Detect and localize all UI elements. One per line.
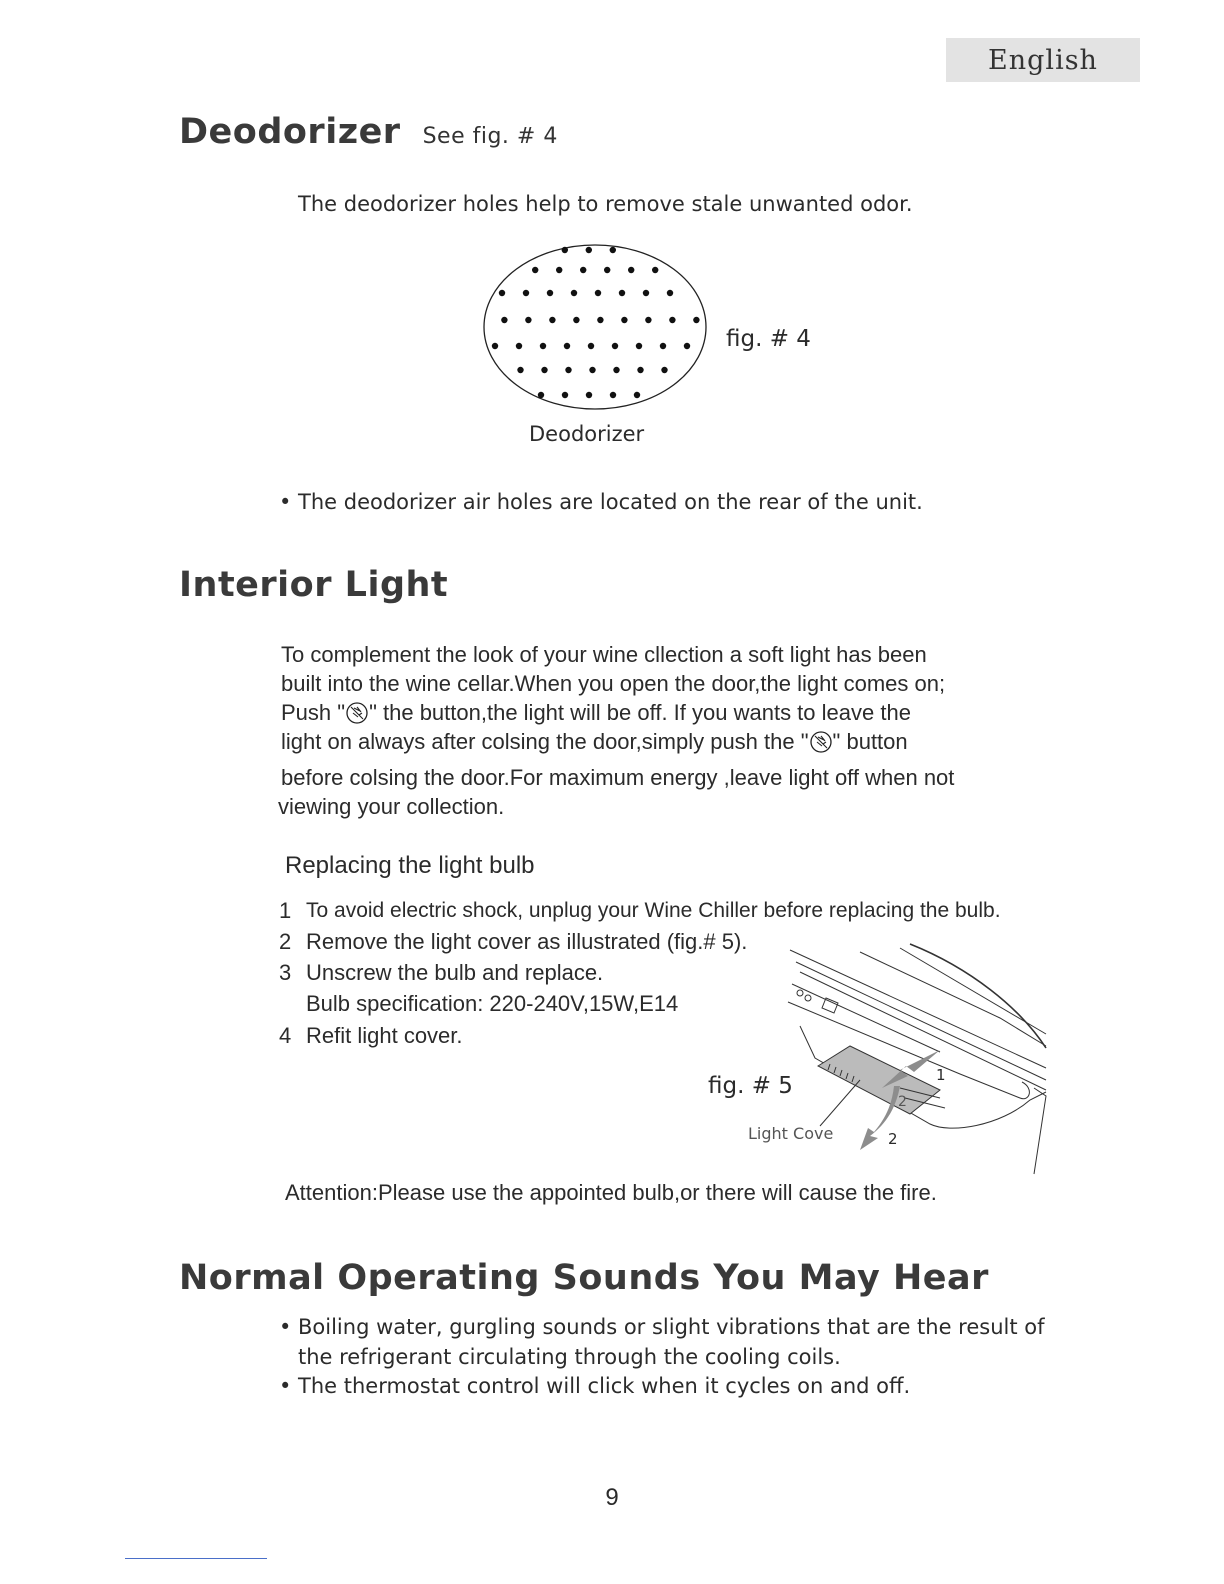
footer-rule [125,1558,267,1559]
fig-4-label: fig. # 4 [726,326,811,352]
deodorizer-hole [580,267,586,273]
deodorizer-hole [562,247,568,253]
step-number: 1 [279,898,292,923]
deodorizer-hole [571,290,577,296]
deodorizer-intro: The deodorizer holes help to remove stale unwanted odor. [298,192,913,216]
step-text: Remove the light cover as illustrated (fig.# 5). [306,929,748,954]
light-para-line6: viewing your collection. [278,794,505,819]
deodorizer-caption: Deodorizer [529,422,645,446]
deodorizer-hole [549,317,555,323]
deodorizer-hole [669,317,675,323]
deodorizer-hole [661,367,667,373]
arrow-label-2-upper: 2 [898,1094,907,1110]
step-number: 2 [279,929,292,954]
deodorizer-hole [499,290,505,296]
deodorizer-hole [636,343,642,349]
line3-part-a: Push " [281,700,346,725]
deodorizer-hole [652,267,658,273]
deodorizer-hole [637,367,643,373]
deodorizer-hole [597,317,603,323]
deodorizer-hole [684,343,690,349]
deodorizer-title: Deodorizer [179,112,401,152]
sounds-bullet-2: • The thermostat control will click when it cycles on and off. [298,1374,910,1398]
step-text: Unscrew the bulb and replace. [306,960,604,985]
deodorizer-hole [634,392,640,398]
line4-part-b: " button [832,729,908,754]
light-para-line2: built into the wine cellar.When you open the door,the light comes on; [281,671,946,696]
step-number: 3 [279,960,292,985]
deodorizer-hole [525,317,531,323]
light-cover-callout: Light Cove [748,1124,834,1143]
light-para-line3 [281,698,911,727]
light-para-line1: To complement the look of your wine cllection a soft light has been [281,642,927,667]
step-text: To avoid electric shock, unplug your Wine Chiller before replacing the bulb. [306,899,1001,922]
deodorizer-hole [556,267,562,273]
deodorizer-hole [540,343,546,349]
replacing-bulb-title: Replacing the light bulb [285,852,535,879]
sounds-bullet-1-cont: the refrigerant circulating through the cooling coils. [298,1345,841,1369]
deodorizer-hole [586,247,592,253]
deodorizer-hole [547,290,553,296]
deodorizer-hole [532,267,538,273]
deodorizer-hole [667,290,673,296]
deodorizer-hole [538,392,544,398]
deodorizer-hole [586,392,592,398]
line3-part-b: " the button,the light will be off. If you wants to leave the [369,700,911,725]
deodorizer-hole [517,367,523,373]
sounds-bullet-1: • Boiling water, gurgling sounds or slight vibrations that are the result of [298,1315,1045,1339]
deodorizer-hole [589,367,595,373]
deodorizer-hole [645,317,651,323]
arrow-label-1: 1 [936,1066,946,1084]
attention-note: Attention:Please use the appointed bulb,or there will cause the fire. [285,1180,937,1205]
light-off-button-icon [809,730,833,754]
deodorizer-hole [516,343,522,349]
deodorizer-hole [643,290,649,296]
page-number: 9 [605,1484,619,1511]
deodorizer-hole [492,343,498,349]
line4-part-a: light on always after colsing the door,simply push the " [281,729,809,754]
deodorizer-heading [179,112,558,152]
bulb-specification: Bulb specification: 220-240V,15W,E14 [306,991,679,1016]
deodorizer-hole [628,267,634,273]
interior-light-title: Interior Light [179,565,449,605]
deodorizer-hole [562,392,568,398]
deodorizer-hole [610,247,616,253]
deodorizer-hole [595,290,601,296]
deodorizer-hole [604,267,610,273]
light-para-line4 [281,727,908,756]
deodorizer-hole [693,317,699,323]
deodorizer-bullet: • The deodorizer air holes are located on the rear of the unit. [298,490,923,514]
sounds-title: Normal Operating Sounds You May Hear [179,1258,989,1298]
light-off-button-icon [345,701,369,725]
step-number: 4 [279,1023,292,1048]
deodorizer-hole [612,343,618,349]
fig-5-label: fig. # 5 [708,1073,793,1099]
deodorizer-hole [619,290,625,296]
deodorizer-hole [541,367,547,373]
deodorizer-hole [501,317,507,323]
deodorizer-hole [523,290,529,296]
language-tab: English [946,38,1140,82]
deodorizer-hole [660,343,666,349]
deodorizer-hole [610,392,616,398]
step-text: Refit light cover. [306,1023,463,1048]
deodorizer-illustration [478,240,714,416]
light-para-line5: before colsing the door.For maximum energy ,leave light off when not [281,765,955,790]
deodorizer-hole [565,367,571,373]
arrow-label-2: 2 [888,1130,898,1148]
deodorizer-hole [573,317,579,323]
deodorizer-hole [564,343,570,349]
deodorizer-hole [588,343,594,349]
deodorizer-hole [613,367,619,373]
see-fig-4: See fig. # 4 [422,124,558,149]
deodorizer-hole [621,317,627,323]
